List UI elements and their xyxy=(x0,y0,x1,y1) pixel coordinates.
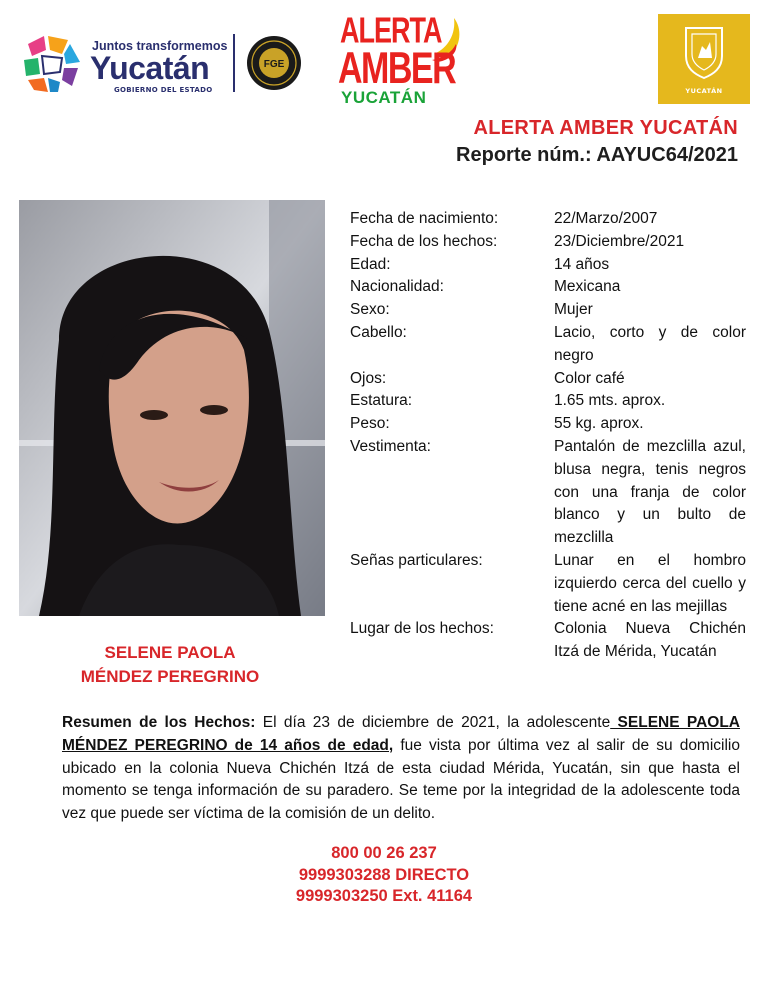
facts-summary xyxy=(62,712,740,826)
summary-text-end: fue vista por última vez al salir de su domicilio ubicado en la colonia Nueva Chichén Itzá de esta ciudad Mérida, Yucatán, sin que hasta el momento se tenga información de su paradero. Se teme por la integridad de la adolescente toda vez que puede ser víctima de la comisión de un delito. xyxy=(62,736,740,823)
detail-label: Sexo: xyxy=(350,301,390,319)
alert-title: ALERTA AMBER YUCATÁN xyxy=(473,117,738,139)
details-table xyxy=(350,208,746,664)
person-name xyxy=(20,641,320,689)
summary-label: Resumen de los Hechos: xyxy=(62,714,256,731)
detail-label: Vestimenta: xyxy=(350,437,431,455)
detail-label: Nacionalidad: xyxy=(350,278,444,296)
detail-label: Señas particulares: xyxy=(350,551,483,569)
detail-value: 14 años xyxy=(554,255,610,273)
detail-value: Lacio, corto y de color negro xyxy=(554,323,746,364)
detail-label: Ojos: xyxy=(350,369,387,387)
missing-person-photo xyxy=(19,200,325,616)
phone-number: 9999303250 Ext. 41164 xyxy=(295,887,473,905)
detail-row xyxy=(350,618,746,664)
detail-row xyxy=(350,299,746,322)
detail-label: Lugar de los hechos: xyxy=(350,620,494,638)
detail-row xyxy=(350,550,746,618)
detail-label: Edad: xyxy=(350,255,391,273)
detail-value: Color café xyxy=(554,369,625,387)
detail-label: Estatura: xyxy=(350,392,413,410)
gobierno-yucatan-logo xyxy=(18,30,238,96)
detail-value: Mujer xyxy=(554,301,593,319)
detail-row xyxy=(350,322,746,368)
yucatan-emblem-icon xyxy=(18,30,84,96)
detail-row xyxy=(350,436,746,550)
amber-logo-line2: AMBER xyxy=(338,44,456,94)
fge-seal-text: FGE xyxy=(263,59,285,70)
person-name-line1: SELENE PAOLA xyxy=(104,643,236,662)
detail-value: 22/Marzo/2007 xyxy=(554,210,658,227)
amber-logo-line3: YUCATÁN xyxy=(341,88,427,107)
detail-row xyxy=(350,368,746,391)
fge-seal-logo xyxy=(246,35,302,91)
detail-value: 23/Diciembre/2021 xyxy=(554,232,685,250)
yucatan-shield-logo xyxy=(658,14,750,104)
detail-row xyxy=(350,276,746,299)
gov-logo-state: Yucatán xyxy=(90,50,210,86)
person-name-line2: MÉNDEZ PEREGRINO xyxy=(80,667,260,686)
alerta-amber-logo xyxy=(338,10,466,108)
detail-value: Lunar en el hombro izquierdo cerca del cuello y tiene acné en las mejillas xyxy=(554,551,746,615)
phone-number: 800 00 26 237 xyxy=(331,844,437,862)
report-number: Reporte núm.: AAYUC64/2021 xyxy=(456,144,738,166)
contact-phones xyxy=(0,843,768,908)
detail-label: Cabello: xyxy=(350,323,407,341)
detail-label: Peso: xyxy=(350,415,390,433)
summary-text-start: El día 23 de diciembre de 2021, la adolescente xyxy=(255,714,611,731)
shield-caption: YUCATÁN xyxy=(685,87,723,95)
detail-value: Mexicana xyxy=(554,278,621,296)
detail-label: Fecha de nacimiento: xyxy=(350,210,499,227)
detail-row xyxy=(350,231,746,254)
person-portrait-image xyxy=(19,200,325,616)
gov-logo-subtitle: GOBIERNO DEL ESTADO xyxy=(114,86,213,94)
amber-logo-line1: ALERTA xyxy=(340,10,442,51)
detail-value: 1.65 mts. aprox. xyxy=(554,392,666,410)
summary-highlight: SELENE PAOLA MÉNDEZ PEREGRINO de 14 años de edad, xyxy=(62,714,740,754)
detail-row xyxy=(350,390,746,413)
shield-icon xyxy=(682,24,726,80)
detail-row xyxy=(350,254,746,277)
detail-value: Pantalón de mezclilla azul, blusa negra, tenis negros con una franja de color blanco y un bulto de mezclilla xyxy=(554,437,746,547)
detail-row xyxy=(350,413,746,436)
detail-label: Fecha de los hechos: xyxy=(350,232,498,250)
detail-row xyxy=(350,208,746,231)
detail-value: Colonia Nueva Chichén Itzá de Mérida, Yucatán xyxy=(554,620,746,661)
logo-divider xyxy=(233,34,235,92)
gov-logo-tagline: Juntos transformemos xyxy=(92,39,228,53)
detail-value: 55 kg. aprox. xyxy=(554,415,644,433)
phone-number: 9999303288 DIRECTO xyxy=(298,865,470,884)
